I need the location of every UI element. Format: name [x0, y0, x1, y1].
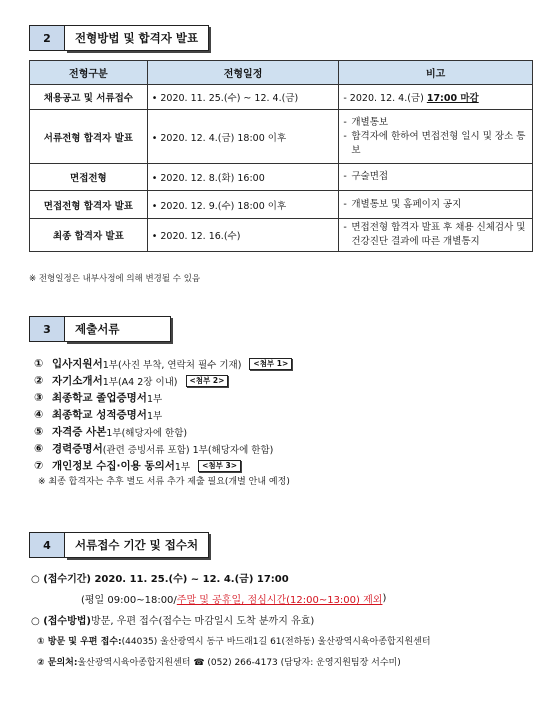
document-count: 1부(A4 2장 이내) — [102, 376, 178, 388]
reception-period: ○ (접수기간) 2020. 11. 25.(수) ~ 12. 4.(금) 17:00 — [31, 574, 289, 585]
section-title: 서류접수 기간 및 접수처 — [65, 532, 209, 558]
list-item — [34, 406, 292, 423]
table-row — [30, 85, 533, 110]
document-count: 1부 — [174, 461, 191, 473]
stage-cell: 면접전형 합격자 발표 — [30, 191, 148, 219]
item-number: ① — [34, 357, 44, 370]
date-cell: • 2020. 12. 8.(화) 16:00 — [147, 164, 339, 191]
reception-info — [31, 567, 431, 672]
date-cell: • 2020. 12. 9.(수) 18:00 이후 — [147, 191, 339, 219]
reception-contact — [31, 651, 431, 672]
section-title: 제출서류 — [65, 316, 171, 342]
section-title: 전형방법 및 합격자 발표 — [65, 25, 209, 51]
document-name: 최종학교 성적증명서 — [52, 409, 147, 421]
document-count: 1부 — [146, 410, 163, 422]
document-count: (관련 증빙서류 포함) 1부(해당자에 한함) — [102, 444, 274, 456]
item-number: ② — [34, 374, 44, 387]
document-count: 1부(사진 부착, 연락처 필수 기재) — [102, 359, 242, 371]
column-header: 전형구분 — [30, 61, 148, 85]
reception-method — [31, 609, 431, 630]
note-cell — [339, 85, 533, 110]
table-row — [30, 110, 533, 164]
documents-note: ※ 최종 합격자는 추후 별도 서류 추가 제출 필요(개별 안내 예정) — [38, 477, 290, 487]
note-item: - 개별통보 — [343, 116, 528, 130]
reception-address — [31, 630, 431, 651]
document-name: 자기소개서 — [52, 375, 103, 387]
item-number: ⑦ — [34, 459, 44, 472]
note-cell — [339, 110, 533, 164]
deadline-time: 17:00 마감 — [426, 93, 479, 104]
section-3-header — [29, 316, 171, 342]
date-cell: • 2020. 12. 4.(금) 18:00 이후 — [147, 110, 339, 164]
list-item — [34, 440, 292, 457]
attachment-tag: <첨부 3> — [198, 460, 241, 472]
document-count: 1부(해당자에 한함) — [106, 427, 188, 439]
schedule-table — [29, 60, 533, 252]
document-name: 입사지원서 — [52, 358, 103, 370]
note-item: - 면접전형 합격자 발표 후 채용 신체검사 및 건강진단 결과에 따른 개별통지 — [343, 221, 528, 249]
stage-cell: 채용공고 및 서류접수 — [30, 85, 148, 110]
document-count: 1부 — [146, 393, 163, 405]
item-number: ③ — [34, 391, 44, 404]
schedule-footnote: ※ 전형일정은 내부사정에 의해 변경될 수 있음 — [29, 274, 201, 284]
note-item: - 합격자에 한하여 면접전형 일시 및 장소 통보 — [343, 130, 528, 158]
section-number: 4 — [29, 532, 65, 558]
column-header: 비고 — [339, 61, 533, 85]
document-name: 경력증명서 — [52, 443, 103, 455]
document-name: 개인정보 수집·이용 동의서 — [52, 460, 175, 472]
contact-text: 울산광역시육아종합지원센터 ☎ (052) 266-4173 (담당자: 운영지원팀장 서수미) — [77, 658, 401, 668]
reception-hours — [31, 588, 431, 609]
address-label: ① 방문 및 우편 접수: — [37, 637, 122, 647]
table-row — [30, 191, 533, 219]
note-item: - 개별통보 및 홈페이지 공지 — [343, 198, 528, 212]
list-item — [34, 355, 292, 372]
hours-text: (평일 09:00~18:00/ — [81, 595, 177, 606]
attachment-tag: <첨부 1> — [249, 358, 292, 370]
document-name: 자격증 사본 — [52, 426, 107, 438]
section-number: 3 — [29, 316, 65, 342]
section-4-header — [29, 532, 209, 558]
note-cell — [339, 191, 533, 219]
list-item — [34, 457, 292, 474]
method-label: ○ (접수방법) — [31, 616, 91, 627]
section-number: 2 — [29, 25, 65, 51]
date-cell: • 2020. 12. 16.(수) — [147, 219, 339, 252]
list-item — [34, 372, 292, 389]
note-cell — [339, 164, 533, 191]
attachment-tag: <첨부 2> — [186, 375, 229, 387]
note-text: - 2020. 12. 4.(금) — [343, 93, 427, 104]
stage-cell: 면접전형 — [30, 164, 148, 191]
item-number: ⑤ — [34, 425, 44, 438]
item-number: ⑥ — [34, 442, 44, 455]
column-header: 전형일정 — [147, 61, 339, 85]
stage-cell: 최종 합격자 발표 — [30, 219, 148, 252]
item-number: ④ — [34, 408, 44, 421]
section-2-header — [29, 25, 209, 51]
document-list — [34, 355, 292, 488]
table-row — [30, 164, 533, 191]
document-name: 최종학교 졸업증명서 — [52, 392, 147, 404]
note-item: - 구술면접 — [343, 170, 528, 184]
list-item — [34, 423, 292, 440]
date-cell: • 2020. 11. 25.(수) ~ 12. 4.(금) — [147, 85, 339, 110]
table-header-row — [30, 61, 533, 85]
table-row — [30, 219, 533, 252]
hours-exclusion: 주말 및 공휴일, 점심시간(12:00~13:00) 제외 — [176, 595, 383, 606]
stage-cell: 서류전형 합격자 발표 — [30, 110, 148, 164]
hours-close: ) — [382, 593, 387, 604]
list-item — [34, 389, 292, 406]
contact-label: ② 문의처: — [37, 658, 78, 668]
note-cell — [339, 219, 533, 252]
method-text: 방문, 우편 접수(접수는 마감일시 도착 분까지 유효) — [91, 616, 315, 627]
address-text: (44035) 울산광역시 동구 바드래1길 61(전하동) 울산광역시육아종합지원센터 — [121, 637, 431, 647]
